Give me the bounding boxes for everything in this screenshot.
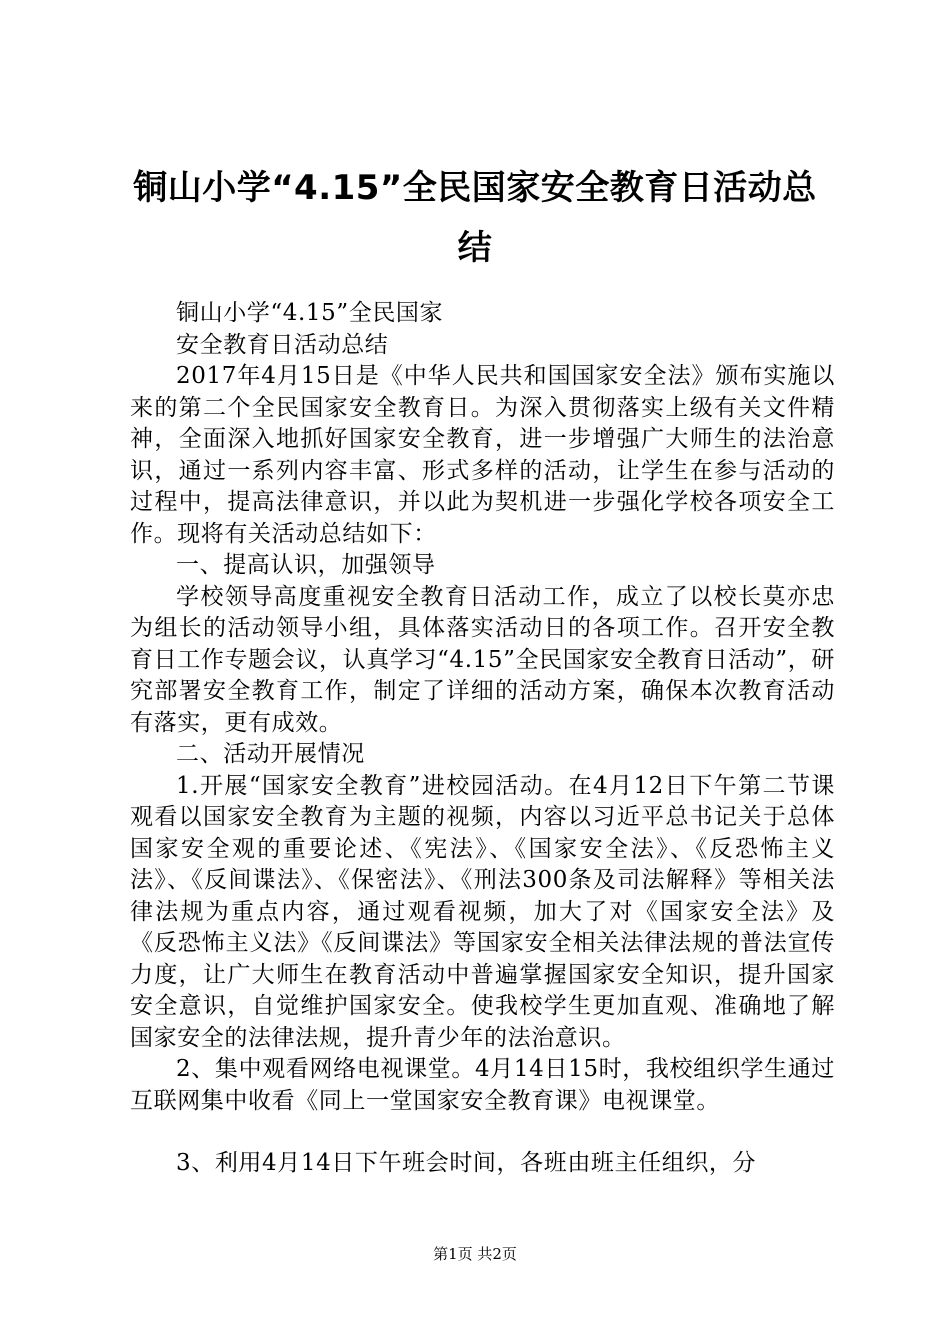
paragraph-activity-2: 2、集中观看网络电视课堂。4月14日15时，我校组织学生通过互联网集中收看《同上一堂国家安全教育课》电视课堂。 <box>130 1056 835 1114</box>
paragraph-activity-3: 3、利用4月14日下午班会时间，各班由班主任组织，分 <box>176 1150 757 1176</box>
section-heading-2: 二、活动开展情况 <box>176 741 365 767</box>
document-title: 铜山小学“4.15”全民国家安全教育日活动总结 <box>133 168 817 268</box>
section-heading-1: 一、提高认识，加强领导 <box>176 552 436 578</box>
paragraph-leadership: 学校领导高度重视安全教育日活动工作，成立了以校长莫亦忠为组长的活动领导小组，具体落实活动日的各项工作。召开安全教育日工作专题会议，认真学习“4.15”全民国家安全教育日活动”，研究部署安全教育工作，制定了详细的活动方案，确保本次教育活动有落实，更有成效。 <box>130 583 835 736</box>
document-body <box>130 298 835 1180</box>
paragraph-activity-1: 1.开展“国家安全教育”进校园活动。在4月12日下午第二节课观看以国家安全教育为主题的视频，内容以习近平总书记关于总体国家安全观的重要论述、《宪法》、《国家安全法》、《反恐怖主义法》、《反间谍法》、《保密法》、《刑法300条及司法解释》等相关法律法规为重点内容，通过观看视频，加大了对《国家安全法》及《反恐怖主义法》《反间谍法》等国家安全相关法律法规的普法宣传力度，让广大师生在教育活动中普遍掌握国家安全知识，提升国家安全意识，自觉维护国家安全。使我校学生更加直观、准确地了解国家安全的法律法规，提升青少年的法治意识。 <box>130 772 835 1051</box>
subtitle-line-1: 铜山小学“4.15”全民国家 <box>176 300 444 326</box>
paragraph-intro: 2017年4月15日是《中华人民共和国国家安全法》颁布实施以来的第二个全民国家安全教育日。为深入贯彻落实上级有关文件精神，全面深入地抓好国家安全教育，进一步增强广大师生的法治意识，通过一系列内容丰富、形式多样的活动，让学生在参与活动的过程中，提高法律意识，并以此为契机进一步强化学校各项安全工作。现将有关活动总结如下： <box>130 363 835 547</box>
subtitle-line-2: 安全教育日活动总结 <box>176 331 389 358</box>
page-number: 第1页 共2页 <box>433 1245 517 1263</box>
